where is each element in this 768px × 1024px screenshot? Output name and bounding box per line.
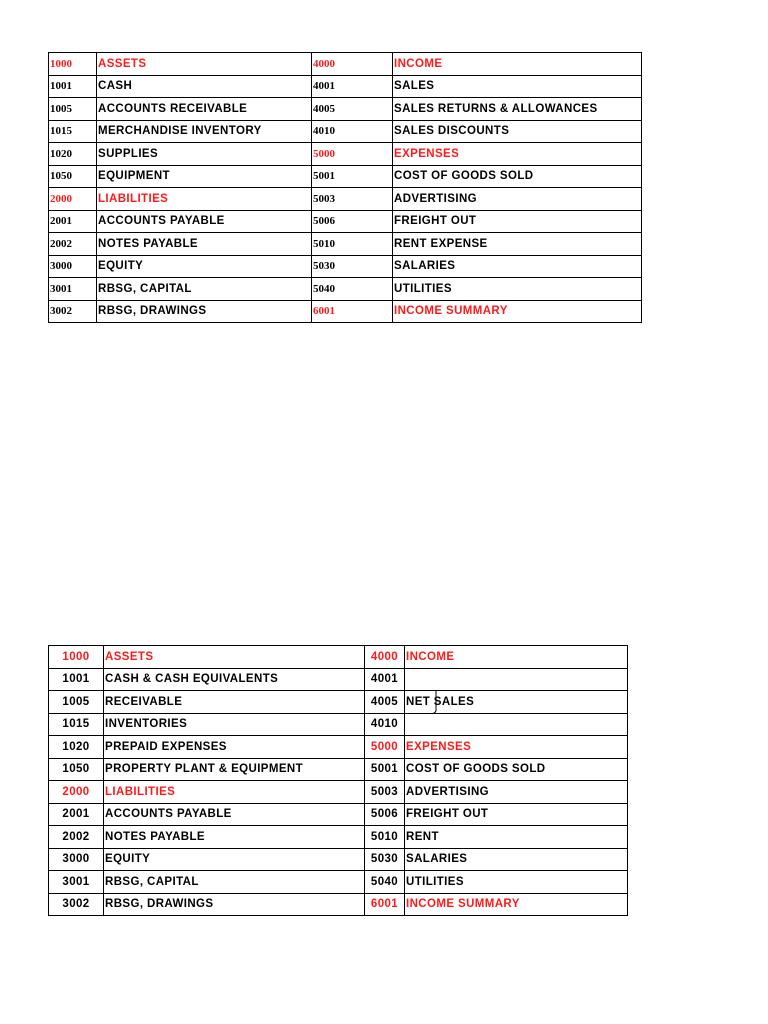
account-row [49,781,628,804]
account-row [49,668,628,691]
grouping-bracket-icon [427,691,439,714]
account-row [49,75,642,98]
account-code-cell: 5010 [312,233,393,256]
account-code-cell: 6001 [365,893,405,916]
account-name-cell [405,668,628,691]
account-code-cell: 5030 [365,848,405,871]
chart-of-accounts-table-revised [48,645,628,916]
account-code-cell: 4000 [365,646,405,669]
account-name-cell: LIABILITIES [97,188,312,211]
account-name-cell: SALES [393,75,642,98]
account-code-cell: 4000 [312,53,393,76]
account-row [49,143,642,166]
account-name-cell: RBSG, DRAWINGS [104,893,365,916]
account-name-cell: ADVERTISING [405,781,628,804]
account-name-cell: EQUITY [104,848,365,871]
account-name-cell: SALES DISCOUNTS [393,120,642,143]
account-name-cell: NET SALES [405,691,628,714]
account-name-cell: COST OF GOODS SOLD [393,165,642,188]
account-code-cell: 6001 [312,300,393,323]
account-name-cell: RBSG, CAPITAL [97,278,312,301]
account-code-cell: 5040 [312,278,393,301]
account-name-cell: RBSG, DRAWINGS [97,300,312,323]
account-code-cell: 5010 [365,826,405,849]
account-code-cell: 3000 [49,848,104,871]
account-name-cell: RENT [405,826,628,849]
account-name-cell: RECEIVABLE [104,691,365,714]
account-row [49,713,628,736]
account-name-cell: RENT EXPENSE [393,233,642,256]
account-code-cell: 5001 [365,758,405,781]
account-name-cell: PROPERTY PLANT & EQUIPMENT [104,758,365,781]
account-name-cell: ASSETS [104,646,365,669]
account-code-cell: 2000 [49,781,104,804]
account-row [49,893,628,916]
account-code-cell: 1050 [49,758,104,781]
account-name-cell: EXPENSES [405,736,628,759]
account-code-cell: 2001 [49,210,97,233]
account-code-cell: 1005 [49,691,104,714]
account-code-cell: 4001 [312,75,393,98]
account-row [49,826,628,849]
account-name-cell: NOTES PAYABLE [104,826,365,849]
account-row [49,210,642,233]
table2-body [49,646,628,916]
account-code-cell: 1020 [49,143,97,166]
account-code-cell: 3002 [49,300,97,323]
account-name-cell: INVENTORIES [104,713,365,736]
account-row [49,120,642,143]
account-code-cell: 5003 [365,781,405,804]
account-name-cell: PREPAID EXPENSES [104,736,365,759]
account-name-cell [405,713,628,736]
account-name-cell: NOTES PAYABLE [97,233,312,256]
account-name-cell: SALARIES [405,848,628,871]
account-code-cell: 1000 [49,646,104,669]
account-name-cell: CASH [97,75,312,98]
account-code-cell: 2000 [49,188,97,211]
account-name-cell: ACCOUNTS RECEIVABLE [97,98,312,121]
account-row [49,278,642,301]
account-row [49,691,628,714]
account-row [49,188,642,211]
account-name-cell: EQUITY [97,255,312,278]
account-row [49,233,642,256]
account-name-cell: ADVERTISING [393,188,642,211]
account-name-cell: ACCOUNTS PAYABLE [97,210,312,233]
account-row [49,871,628,894]
account-name-cell: UTILITIES [393,278,642,301]
account-code-cell: 2002 [49,826,104,849]
account-code-cell: 3001 [49,278,97,301]
account-row [49,255,642,278]
account-row [49,300,642,323]
account-name-cell: CASH & CASH EQUIVALENTS [104,668,365,691]
account-name-cell: FREIGHT OUT [393,210,642,233]
account-code-cell: 1005 [49,98,97,121]
account-code-cell: 1001 [49,75,97,98]
account-name-cell: SUPPLIES [97,143,312,166]
chart-of-accounts-table-original [48,52,642,323]
account-name-cell: INCOME [405,646,628,669]
account-name-cell: EQUIPMENT [97,165,312,188]
account-code-cell: 5003 [312,188,393,211]
account-code-cell: 1015 [49,713,104,736]
account-code-cell: 5000 [365,736,405,759]
account-row [49,848,628,871]
account-code-cell: 5030 [312,255,393,278]
account-code-cell: 4005 [365,691,405,714]
account-code-cell: 1050 [49,165,97,188]
account-code-cell: 4010 [365,713,405,736]
account-code-cell: 5000 [312,143,393,166]
account-name-cell: SALES RETURNS & ALLOWANCES [393,98,642,121]
account-name-cell: FREIGHT OUT [405,803,628,826]
account-name-cell: SALARIES [393,255,642,278]
account-code-cell: 5040 [365,871,405,894]
account-row [49,98,642,121]
account-code-cell: 3002 [49,893,104,916]
account-name-cell: INCOME [393,53,642,76]
account-name-cell: RBSG, CAPITAL [104,871,365,894]
account-name-cell: ASSETS [97,53,312,76]
account-row [49,736,628,759]
account-name-cell: EXPENSES [393,143,642,166]
account-code-cell: 3000 [49,255,97,278]
account-name-cell: ACCOUNTS PAYABLE [104,803,365,826]
account-name-cell: INCOME SUMMARY [393,300,642,323]
account-row [49,165,642,188]
account-code-cell: 4010 [312,120,393,143]
account-row [49,53,642,76]
account-code-cell: 5006 [312,210,393,233]
account-code-cell: 4001 [365,668,405,691]
account-code-cell: 3001 [49,871,104,894]
account-code-cell: 1000 [49,53,97,76]
account-code-cell: 1001 [49,668,104,691]
account-name-cell: INCOME SUMMARY [405,893,628,916]
account-code-cell: 2002 [49,233,97,256]
account-name-cell: LIABILITIES [104,781,365,804]
account-name-cell: MERCHANDISE INVENTORY [97,120,312,143]
account-name-cell: UTILITIES [405,871,628,894]
account-code-cell: 2001 [49,803,104,826]
account-row [49,803,628,826]
account-row [49,758,628,781]
account-code-cell: 4005 [312,98,393,121]
account-code-cell: 1015 [49,120,97,143]
account-name-cell: COST OF GOODS SOLD [405,758,628,781]
account-row [49,646,628,669]
account-code-cell: 5001 [312,165,393,188]
account-code-cell: 1020 [49,736,104,759]
table1-body [49,53,642,323]
account-code-cell: 5006 [365,803,405,826]
